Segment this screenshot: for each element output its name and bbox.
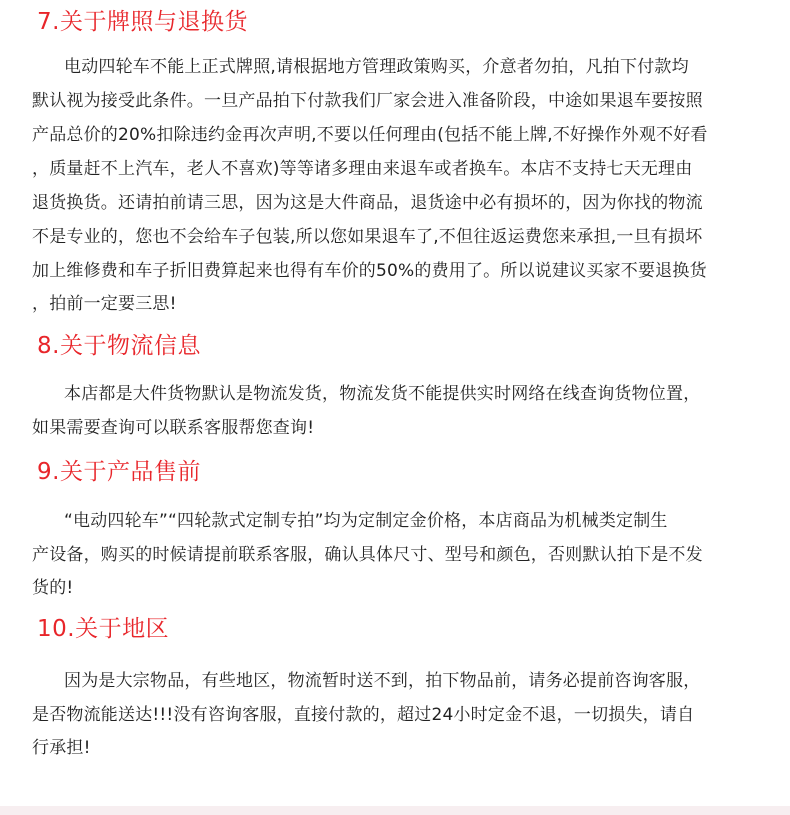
body-line: 不是专业的，您也不会给车子包装,所以您如果退车了,不但往返运费您来承担,一旦有损坏 xyxy=(32,227,703,247)
bottom-band xyxy=(0,806,790,815)
section-title-presales: 9.关于产品售前 xyxy=(37,459,201,485)
section-title-license-returns: 7.关于牌照与退换货 xyxy=(37,9,248,35)
body-line: 产设备，购买的时候请提前联系客服，确认具体尺寸、型号和颜色，否则默认拍下是不发 xyxy=(32,545,703,565)
body-line: 是否物流能送达!!!没有咨询客服，直接付款的，超过24小时定金不退，一切损失，请自 xyxy=(32,705,695,725)
body-line: 行承担! xyxy=(32,738,91,758)
body-line: 电动四轮车不能上正式牌照,请根据地方管理政策购买，介意者勿拍，凡拍下付款均 xyxy=(64,57,689,77)
body-line: 退货换货。还请拍前请三思，因为这是大件商品，退货途中必有损坏的，因为你找的物流 xyxy=(32,193,703,213)
body-line: ，拍前一定要三思! xyxy=(32,294,177,314)
body-line: 默认视为接受此条件。一旦产品拍下付款我们厂家会进入准备阶段，中途如果退车要按照 xyxy=(32,91,703,111)
body-line: 产品总价的20%扣除违约金再次声明,不要以任何理由(包括不能上牌,不好操作外观不好看 xyxy=(32,125,708,145)
section-title-regions: 10.关于地区 xyxy=(37,616,170,642)
body-line: 货的! xyxy=(32,578,74,598)
body-line: 如果需要查询可以联系客服帮您查询! xyxy=(32,418,315,438)
body-line: “电动四轮车”“四轮款式定制专拍”均为定制定金价格，本店商品为机械类定制生 xyxy=(64,511,668,531)
section-title-logistics-info: 8.关于物流信息 xyxy=(37,333,201,359)
body-line: 本店都是大件货物默认是物流发货，物流发货不能提供实时网络在线查询货物位置， xyxy=(64,384,701,404)
body-line: ，质量赶不上汽车，老人不喜欢)等等诸多理由来退车或者换车。本店不支持七天无理由 xyxy=(32,159,693,179)
body-line: 因为是大宗物品，有些地区，物流暂时送不到，拍下物品前，请务必提前咨询客服， xyxy=(64,671,701,691)
body-line: 加上维修费和车子折旧费算起来也得有车价的50%的费用了。所以说建议买家不要退换货 xyxy=(32,261,707,281)
